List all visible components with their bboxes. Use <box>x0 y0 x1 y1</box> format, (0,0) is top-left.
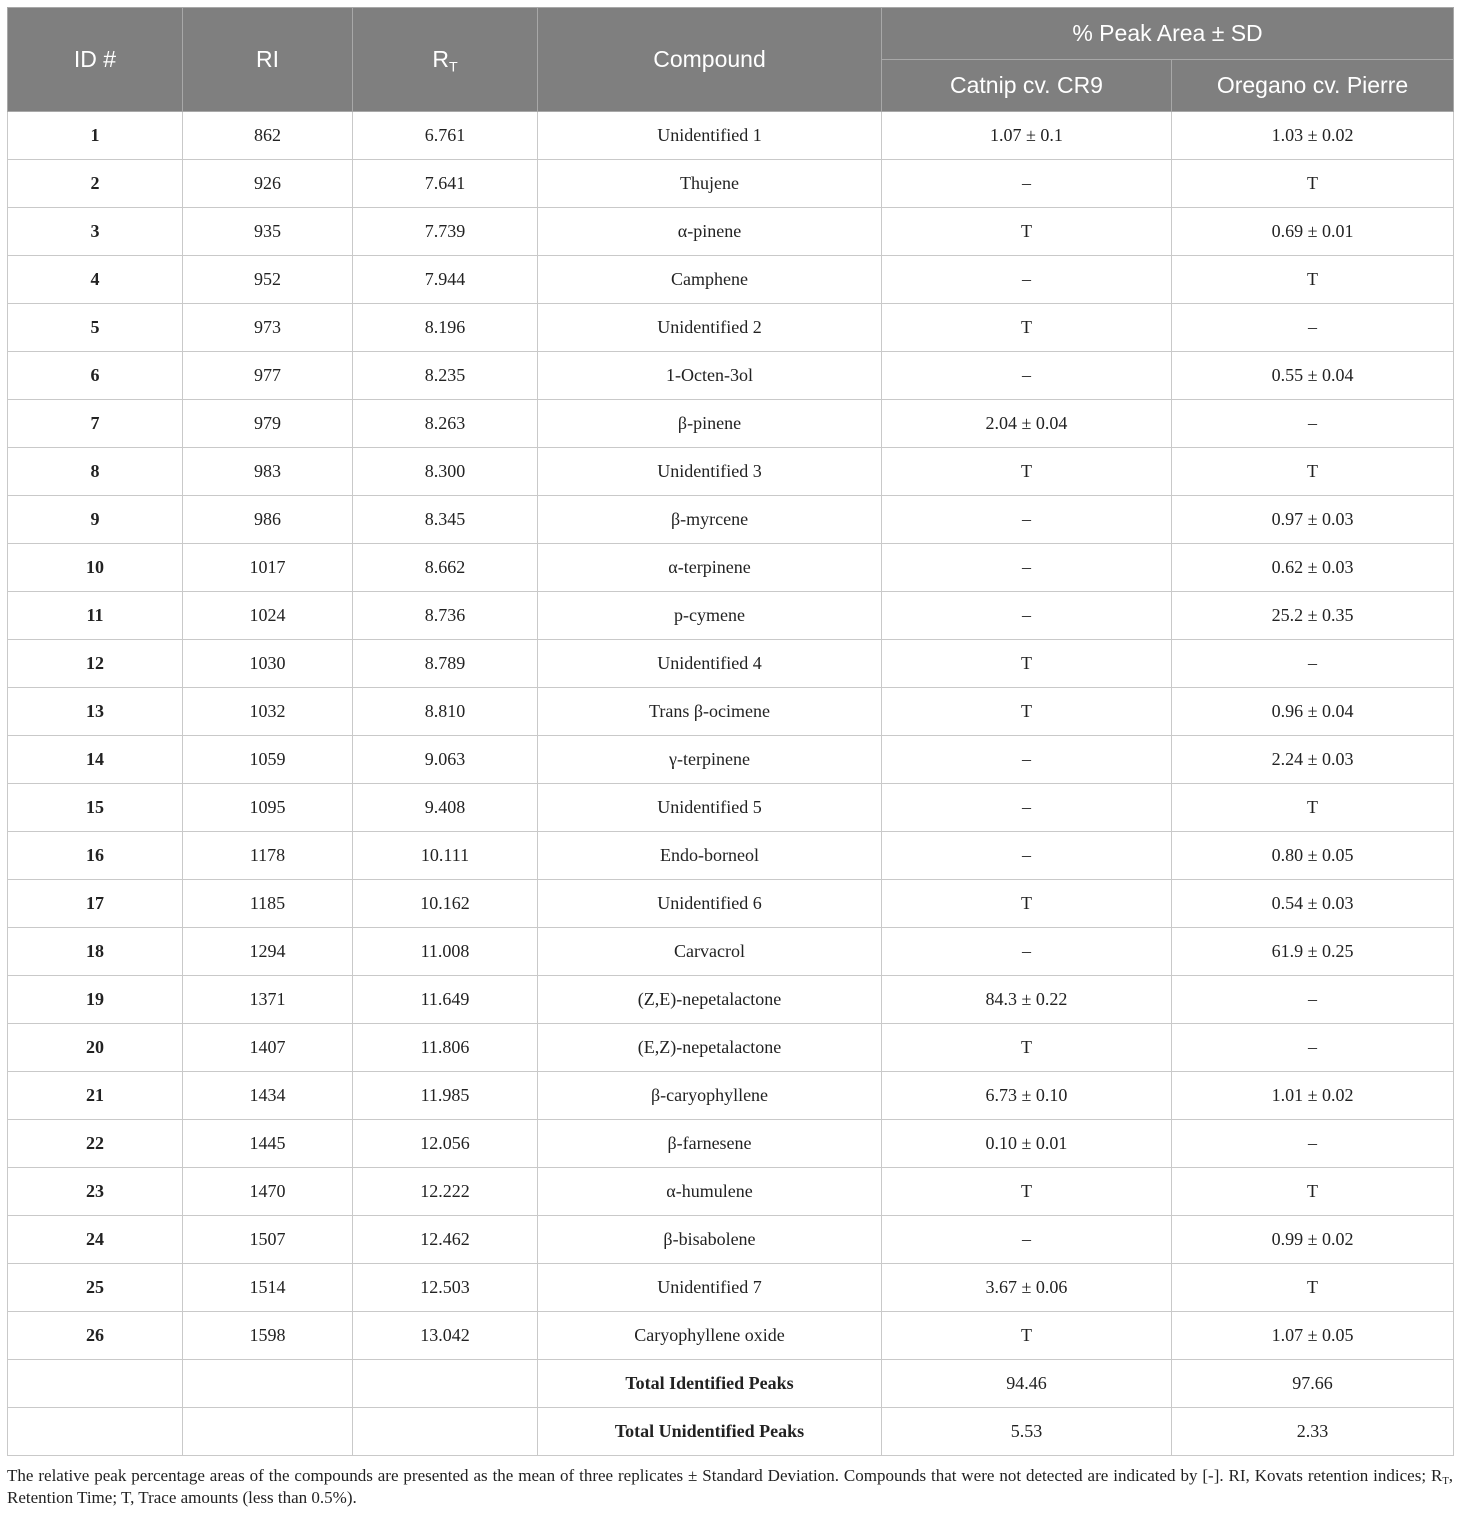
cell-compound: Endo-borneol <box>538 832 882 880</box>
cell-ri <box>183 1360 353 1408</box>
cell-oregano: T <box>1172 1168 1454 1216</box>
header-rt <box>353 8 538 112</box>
table-row <box>8 1216 1454 1264</box>
total-label: Total Unidentified Peaks <box>538 1408 882 1456</box>
cell-rt: 8.196 <box>353 304 538 352</box>
table-row <box>8 832 1454 880</box>
cell-ri: 986 <box>183 496 353 544</box>
cell-oregano: T <box>1172 160 1454 208</box>
cell-id: 8 <box>8 448 183 496</box>
cell-compound: p-cymene <box>538 592 882 640</box>
cell-rt: 11.008 <box>353 928 538 976</box>
cell-id <box>8 1360 183 1408</box>
cell-rt: 8.736 <box>353 592 538 640</box>
cell-rt: 8.810 <box>353 688 538 736</box>
cell-catnip: T <box>882 640 1172 688</box>
cell-compound: β-farnesene <box>538 1120 882 1168</box>
cell-id: 9 <box>8 496 183 544</box>
cell-oregano: 0.54 ± 0.03 <box>1172 880 1454 928</box>
cell-oregano: 0.55 ± 0.04 <box>1172 352 1454 400</box>
header-ri: RI <box>183 8 353 112</box>
cell-id: 4 <box>8 256 183 304</box>
cell-id: 13 <box>8 688 183 736</box>
cell-compound: α-terpinene <box>538 544 882 592</box>
table-row <box>8 928 1454 976</box>
cell-ri: 935 <box>183 208 353 256</box>
table-row <box>8 448 1454 496</box>
cell-ri: 983 <box>183 448 353 496</box>
cell-rt: 12.462 <box>353 1216 538 1264</box>
cell-compound: β-bisabolene <box>538 1216 882 1264</box>
cell-rt: 12.056 <box>353 1120 538 1168</box>
cell-compound: 1-Octen-3ol <box>538 352 882 400</box>
cell-rt: 8.345 <box>353 496 538 544</box>
cell-compound: (Z,E)-nepetalactone <box>538 976 882 1024</box>
cell-ri: 1598 <box>183 1312 353 1360</box>
cell-id: 16 <box>8 832 183 880</box>
cell-oregano: T <box>1172 448 1454 496</box>
cell-id: 2 <box>8 160 183 208</box>
cell-catnip: – <box>882 784 1172 832</box>
total-row <box>8 1360 1454 1408</box>
cell-ri: 973 <box>183 304 353 352</box>
cell-oregano: 2.33 <box>1172 1408 1454 1456</box>
cell-oregano: T <box>1172 1264 1454 1312</box>
cell-rt: 7.944 <box>353 256 538 304</box>
cell-oregano: 0.62 ± 0.03 <box>1172 544 1454 592</box>
cell-rt: 9.063 <box>353 736 538 784</box>
total-row <box>8 1408 1454 1456</box>
cell-id: 17 <box>8 880 183 928</box>
table-row <box>8 160 1454 208</box>
cell-oregano: – <box>1172 640 1454 688</box>
cell-catnip: T <box>882 448 1172 496</box>
cell-catnip: T <box>882 208 1172 256</box>
cell-catnip: – <box>882 1216 1172 1264</box>
cell-ri: 1434 <box>183 1072 353 1120</box>
cell-rt: 6.761 <box>353 112 538 160</box>
cell-catnip: – <box>882 160 1172 208</box>
cell-ri: 952 <box>183 256 353 304</box>
cell-catnip: T <box>882 1312 1172 1360</box>
cell-id: 24 <box>8 1216 183 1264</box>
cell-catnip: T <box>882 688 1172 736</box>
cell-id: 15 <box>8 784 183 832</box>
header-peak-area-group: % Peak Area ± SD <box>882 8 1454 60</box>
cell-id: 6 <box>8 352 183 400</box>
cell-id: 23 <box>8 1168 183 1216</box>
cell-ri: 1507 <box>183 1216 353 1264</box>
cell-oregano: 0.96 ± 0.04 <box>1172 688 1454 736</box>
cell-id: 18 <box>8 928 183 976</box>
cell-catnip: – <box>882 832 1172 880</box>
cell-catnip: – <box>882 592 1172 640</box>
cell-ri: 862 <box>183 112 353 160</box>
cell-ri: 1024 <box>183 592 353 640</box>
cell-compound: Unidentified 7 <box>538 1264 882 1312</box>
cell-rt: 7.739 <box>353 208 538 256</box>
cell-rt: 9.408 <box>353 784 538 832</box>
table-row <box>8 1072 1454 1120</box>
cell-ri: 1185 <box>183 880 353 928</box>
cell-oregano: T <box>1172 256 1454 304</box>
table-row <box>8 688 1454 736</box>
cell-compound: Unidentified 1 <box>538 112 882 160</box>
cell-rt: 11.649 <box>353 976 538 1024</box>
cell-catnip: T <box>882 1168 1172 1216</box>
cell-ri: 1178 <box>183 832 353 880</box>
cell-oregano: 1.01 ± 0.02 <box>1172 1072 1454 1120</box>
cell-oregano: 1.07 ± 0.05 <box>1172 1312 1454 1360</box>
cell-catnip: – <box>882 496 1172 544</box>
cell-id: 25 <box>8 1264 183 1312</box>
cell-rt: 7.641 <box>353 160 538 208</box>
cell-rt: 8.300 <box>353 448 538 496</box>
cell-rt <box>353 1408 538 1456</box>
cell-compound: Caryophyllene oxide <box>538 1312 882 1360</box>
table-row <box>8 1024 1454 1072</box>
cell-rt: 8.789 <box>353 640 538 688</box>
cell-ri: 1371 <box>183 976 353 1024</box>
cell-oregano: 0.69 ± 0.01 <box>1172 208 1454 256</box>
header-catnip: Catnip cv. CR9 <box>882 60 1172 112</box>
cell-catnip: – <box>882 352 1172 400</box>
header-rt-main: R <box>432 46 449 72</box>
cell-compound: γ-terpinene <box>538 736 882 784</box>
cell-compound: α-pinene <box>538 208 882 256</box>
cell-ri: 926 <box>183 160 353 208</box>
cell-ri: 977 <box>183 352 353 400</box>
cell-id: 14 <box>8 736 183 784</box>
cell-catnip: T <box>882 1024 1172 1072</box>
cell-catnip: – <box>882 544 1172 592</box>
cell-ri: 1514 <box>183 1264 353 1312</box>
cell-oregano: T <box>1172 784 1454 832</box>
cell-catnip: T <box>882 304 1172 352</box>
cell-oregano: 1.03 ± 0.02 <box>1172 112 1454 160</box>
cell-oregano: 25.2 ± 0.35 <box>1172 592 1454 640</box>
cell-rt: 12.222 <box>353 1168 538 1216</box>
cell-ri: 1030 <box>183 640 353 688</box>
footnote-text-2: , Retention Time; T, Trace amounts (less than 0.5%). <box>7 1466 1453 1507</box>
cell-ri: 1095 <box>183 784 353 832</box>
cell-compound: α-humulene <box>538 1168 882 1216</box>
cell-compound: Unidentified 5 <box>538 784 882 832</box>
cell-ri: 1294 <box>183 928 353 976</box>
cell-oregano: – <box>1172 1120 1454 1168</box>
table-figure <box>7 7 1453 1509</box>
table-footnote <box>7 1465 1453 1509</box>
cell-id: 1 <box>8 112 183 160</box>
cell-compound: Unidentified 3 <box>538 448 882 496</box>
cell-id: 20 <box>8 1024 183 1072</box>
cell-rt: 8.263 <box>353 400 538 448</box>
cell-id: 22 <box>8 1120 183 1168</box>
cell-oregano: 0.99 ± 0.02 <box>1172 1216 1454 1264</box>
table-row <box>8 976 1454 1024</box>
cell-catnip: 94.46 <box>882 1360 1172 1408</box>
cell-id: 21 <box>8 1072 183 1120</box>
table-row <box>8 400 1454 448</box>
header-compound: Compound <box>538 8 882 112</box>
table-row <box>8 352 1454 400</box>
header-oregano: Oregano cv. Pierre <box>1172 60 1454 112</box>
table-row <box>8 880 1454 928</box>
cell-catnip: 3.67 ± 0.06 <box>882 1264 1172 1312</box>
cell-compound: Unidentified 2 <box>538 304 882 352</box>
cell-rt: 8.235 <box>353 352 538 400</box>
cell-rt: 10.111 <box>353 832 538 880</box>
table-row <box>8 544 1454 592</box>
cell-compound: (E,Z)-nepetalactone <box>538 1024 882 1072</box>
cell-catnip: – <box>882 928 1172 976</box>
header-id: ID # <box>8 8 183 112</box>
cell-catnip: 6.73 ± 0.10 <box>882 1072 1172 1120</box>
table-body <box>8 112 1454 1456</box>
cell-ri: 979 <box>183 400 353 448</box>
cell-ri: 1059 <box>183 736 353 784</box>
table-row <box>8 256 1454 304</box>
cell-id: 10 <box>8 544 183 592</box>
cell-oregano: 97.66 <box>1172 1360 1454 1408</box>
cell-oregano: 2.24 ± 0.03 <box>1172 736 1454 784</box>
cell-catnip: – <box>882 736 1172 784</box>
table-row <box>8 208 1454 256</box>
table-row <box>8 112 1454 160</box>
cell-id: 19 <box>8 976 183 1024</box>
cell-id: 12 <box>8 640 183 688</box>
table-header <box>8 8 1454 112</box>
cell-id: 11 <box>8 592 183 640</box>
cell-oregano: – <box>1172 976 1454 1024</box>
cell-oregano: – <box>1172 304 1454 352</box>
table-row <box>8 496 1454 544</box>
table-row <box>8 784 1454 832</box>
cell-ri: 1032 <box>183 688 353 736</box>
cell-catnip: 0.10 ± 0.01 <box>882 1120 1172 1168</box>
table-row <box>8 304 1454 352</box>
cell-id: 7 <box>8 400 183 448</box>
cell-ri: 1407 <box>183 1024 353 1072</box>
cell-rt: 12.503 <box>353 1264 538 1312</box>
cell-catnip: – <box>882 256 1172 304</box>
cell-id: 26 <box>8 1312 183 1360</box>
cell-compound: Unidentified 6 <box>538 880 882 928</box>
cell-catnip: 2.04 ± 0.04 <box>882 400 1172 448</box>
total-label: Total Identified Peaks <box>538 1360 882 1408</box>
cell-ri <box>183 1408 353 1456</box>
cell-ri: 1445 <box>183 1120 353 1168</box>
table-row <box>8 1312 1454 1360</box>
compound-table <box>7 7 1454 1456</box>
cell-id: 5 <box>8 304 183 352</box>
cell-rt: 8.662 <box>353 544 538 592</box>
cell-rt <box>353 1360 538 1408</box>
cell-id <box>8 1408 183 1456</box>
cell-oregano: – <box>1172 1024 1454 1072</box>
cell-ri: 1470 <box>183 1168 353 1216</box>
cell-rt: 11.806 <box>353 1024 538 1072</box>
table-row <box>8 592 1454 640</box>
table-row <box>8 1264 1454 1312</box>
cell-ri: 1017 <box>183 544 353 592</box>
cell-compound: Unidentified 4 <box>538 640 882 688</box>
cell-oregano: 61.9 ± 0.25 <box>1172 928 1454 976</box>
cell-rt: 10.162 <box>353 880 538 928</box>
footnote-text-1: The relative peak percentage areas of the compounds are presented as the mean of three replicates ± Standard Deviation. Compounds that were not detected are indicated by [-]. RI, Kovats retention indices; R <box>7 1466 1443 1485</box>
cell-id: 3 <box>8 208 183 256</box>
header-rt-subscript: T <box>448 59 458 76</box>
cell-compound: Trans β-ocimene <box>538 688 882 736</box>
cell-catnip: 5.53 <box>882 1408 1172 1456</box>
cell-rt: 13.042 <box>353 1312 538 1360</box>
cell-oregano: 0.97 ± 0.03 <box>1172 496 1454 544</box>
table-row <box>8 736 1454 784</box>
cell-oregano: 0.80 ± 0.05 <box>1172 832 1454 880</box>
cell-compound: β-myrcene <box>538 496 882 544</box>
cell-compound: Carvacrol <box>538 928 882 976</box>
footnote-subscript: T <box>1442 1476 1449 1488</box>
table-row <box>8 1168 1454 1216</box>
cell-catnip: 84.3 ± 0.22 <box>882 976 1172 1024</box>
cell-compound: β-caryophyllene <box>538 1072 882 1120</box>
cell-compound: β-pinene <box>538 400 882 448</box>
cell-catnip: T <box>882 880 1172 928</box>
cell-compound: Camphene <box>538 256 882 304</box>
table-row <box>8 640 1454 688</box>
cell-compound: Thujene <box>538 160 882 208</box>
cell-rt: 11.985 <box>353 1072 538 1120</box>
cell-catnip: 1.07 ± 0.1 <box>882 112 1172 160</box>
table-row <box>8 1120 1454 1168</box>
cell-oregano: – <box>1172 400 1454 448</box>
